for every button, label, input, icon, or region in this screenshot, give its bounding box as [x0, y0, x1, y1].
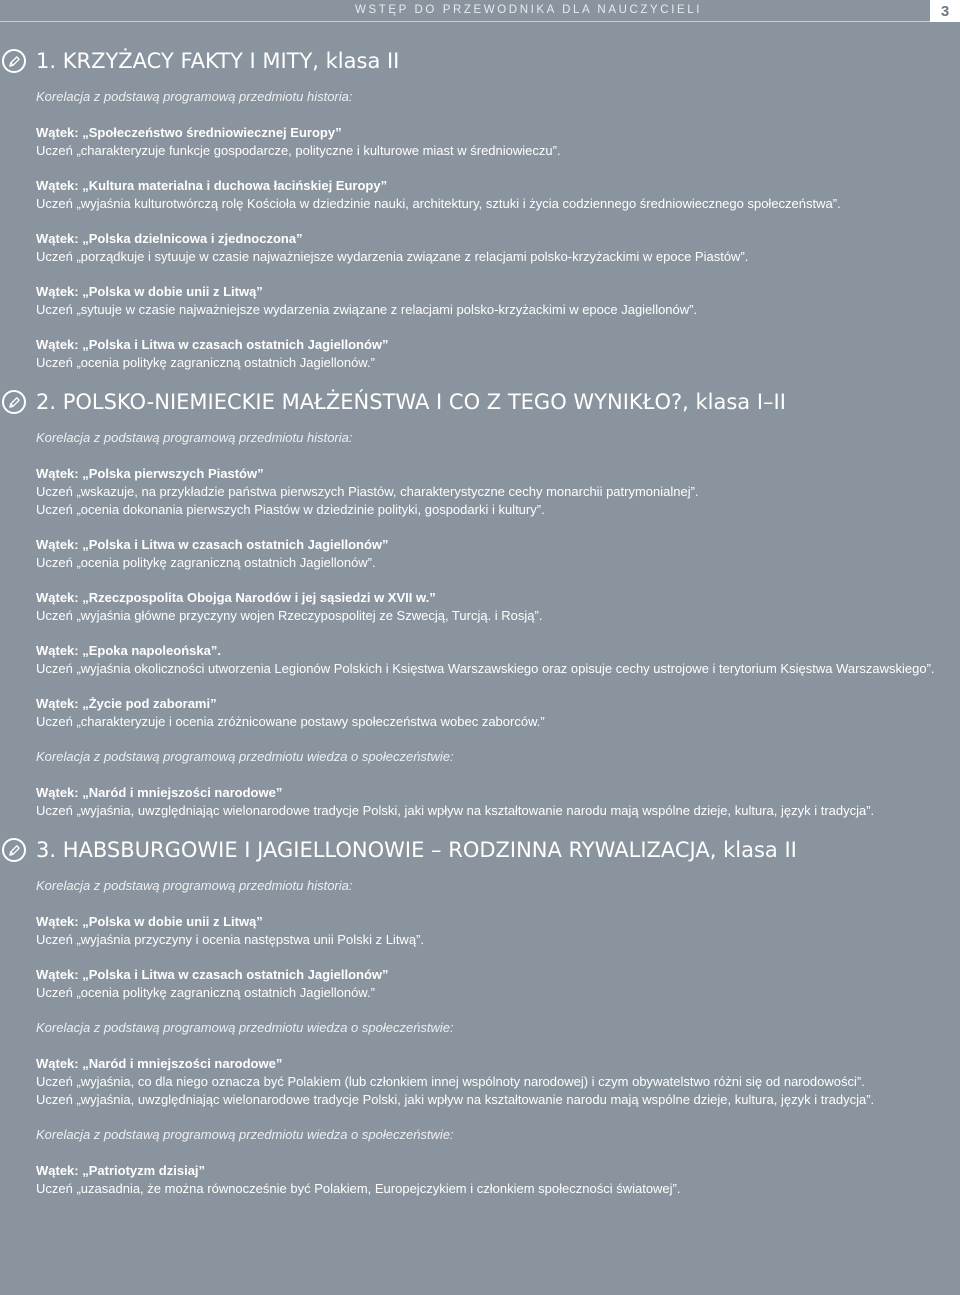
- topic-block: [36, 124, 936, 160]
- learning-outcome: Uczeń „uzasadnia, że można równocześnie być Polakiem, Europejczykiem i członkiem społeczności światowej”.: [36, 1181, 681, 1196]
- topic-block: [36, 465, 936, 519]
- curriculum-correlation: Korelacja z podstawą programową przedmiotu wiedza o społeczeństwie:: [36, 749, 454, 764]
- learning-outcome: Uczeń „sytuuje w czasie najważniejsze wydarzenia związane z relacjami polsko-krzyżackimi w epoce Jagiellonów”.: [36, 302, 698, 317]
- section-title: 1. KRZYŻACY FAKTY I MITY, klasa II: [36, 49, 400, 73]
- learning-outcome: Uczeń „wyjaśnia, uwzględniając wielonarodowe tradycje Polski, jaki wpływ na kształtowanie narodu mają wspólne dzieje, kultura, język i tradycja”.: [36, 1092, 875, 1107]
- topic-title: Wątek: „Naród i mniejszości narodowe”: [36, 785, 283, 800]
- topic-block: [36, 642, 936, 678]
- topic-block: [36, 913, 936, 949]
- topic-block: [36, 589, 936, 625]
- topic-title: Wątek: „Polska i Litwa w czasach ostatnich Jagiellonów”: [36, 337, 389, 352]
- topic-title: Wątek: „Naród i mniejszości narodowe”: [36, 1056, 283, 1071]
- section-1: [36, 48, 936, 372]
- learning-outcome: Uczeń „wyjaśnia, co dla niego oznacza być Polakiem (lub członkiem innej wspólnoty narodowej) i czym obywatelstwo różni się od narodowości”.: [36, 1074, 865, 1089]
- topic-title: Wątek: „Polska dzielnicowa i zjednoczona”: [36, 231, 303, 246]
- topic-block: [36, 1055, 936, 1109]
- topic-title: Wątek: „Życie pod zaborami”: [36, 696, 217, 711]
- topic-title: Wątek: „Kultura materialna i duchowa łacińskiej Europy”: [36, 178, 388, 193]
- topic-block: [36, 966, 936, 1002]
- topic-block: [36, 336, 936, 372]
- section-3: [36, 837, 936, 1198]
- learning-outcome: Uczeń „wskazuje, na przykładzie państwa pierwszych Piastów, charakterystyczne cechy monarchii patrymonialnej”.: [36, 484, 699, 499]
- topic-block: [36, 230, 936, 266]
- pencil-icon: [2, 390, 26, 414]
- running-header: WSTĘP DO PRZEWODNIKA DLA NAUCZYCIELI: [355, 4, 703, 16]
- topic-block: [36, 177, 936, 213]
- topic-block: [36, 695, 936, 731]
- learning-outcome: Uczeń „ocenia politykę zagraniczną ostatnich Jagiellonów.”: [36, 985, 375, 1000]
- topic-block: [36, 536, 936, 572]
- section-title: 2. POLSKO-NIEMIECKIE MAŁŻEŃSTWA I CO Z TEGO WYNIKŁO?, klasa I–II: [36, 390, 786, 414]
- topic-title: Wątek: „Polska w dobie unii z Litwą”: [36, 914, 263, 929]
- pencil-icon: [2, 49, 26, 73]
- curriculum-correlation: Korelacja z podstawą programową przedmiotu wiedza o społeczeństwie:: [36, 1020, 454, 1035]
- section-2: [36, 389, 936, 820]
- learning-outcome: Uczeń „charakteryzuje i ocenia zróżnicowane postawy społeczeństwa wobec zaborców.”: [36, 714, 545, 729]
- topic-title: Wątek: „Społeczeństwo średniowiecznej Europy”: [36, 125, 342, 140]
- document-body: [36, 48, 936, 1215]
- section-title: 3. HABSBURGOWIE I JAGIELLONOWIE – RODZINNA RYWALIZACJA, klasa II: [36, 838, 797, 862]
- topic-title: Wątek: „Patriotyzm dzisiaj”: [36, 1163, 206, 1178]
- learning-outcome: Uczeń „charakteryzuje funkcje gospodarcze, polityczne i kulturowe miast w średniowieczu”.: [36, 143, 561, 158]
- curriculum-correlation: Korelacja z podstawą programową przedmiotu historia:: [36, 430, 353, 445]
- topic-block: [36, 784, 936, 820]
- learning-outcome: Uczeń „ocenia politykę zagraniczną ostatnich Jagiellonów”.: [36, 555, 376, 570]
- topic-title: Wątek: „Polska pierwszych Piastów”: [36, 466, 264, 481]
- pencil-icon: [2, 838, 26, 862]
- topic-title: Wątek: „Polska i Litwa w czasach ostatnich Jagiellonów”: [36, 537, 389, 552]
- topic-title: Wątek: „Polska w dobie unii z Litwą”: [36, 284, 263, 299]
- learning-outcome: Uczeń „ocenia dokonania pierwszych Piastów w dziedzinie polityki, gospodarki i kultury”.: [36, 502, 545, 517]
- page-number: 3: [930, 0, 960, 22]
- header-divider: [0, 21, 930, 22]
- learning-outcome: Uczeń „wyjaśnia przyczyny i ocenia następstwa unii Polski z Litwą”.: [36, 932, 424, 947]
- curriculum-correlation: Korelacja z podstawą programową przedmiotu historia:: [36, 89, 353, 104]
- topic-title: Wątek: „Polska i Litwa w czasach ostatnich Jagiellonów”: [36, 967, 389, 982]
- learning-outcome: Uczeń „wyjaśnia główne przyczyny wojen Rzeczypospolitej ze Szwecją, Turcją. i Rosją”.: [36, 608, 543, 623]
- topic-block: [36, 1162, 936, 1198]
- curriculum-correlation: Korelacja z podstawą programową przedmiotu wiedza o społeczeństwie:: [36, 1127, 454, 1142]
- learning-outcome: Uczeń „wyjaśnia okoliczności utworzenia Legionów Polskich i Księstwa Warszawskiego oraz opisuje cechy ustrojowe i terytorium Księstwa Warszawskiego”.: [36, 661, 935, 676]
- topic-title: Wątek: „Rzeczpospolita Obojga Narodów i jej sąsiedzi w XVII w.”: [36, 590, 436, 605]
- topic-block: [36, 283, 936, 319]
- learning-outcome: Uczeń „ocenia politykę zagraniczną ostatnich Jagiellonów.”: [36, 355, 375, 370]
- curriculum-correlation: Korelacja z podstawą programową przedmiotu historia:: [36, 878, 353, 893]
- learning-outcome: Uczeń „wyjaśnia, uwzględniając wielonarodowe tradycje Polski, jaki wpływ na kształtowanie narodu mają wspólne dzieje, kultura, język i tradycja”.: [36, 803, 875, 818]
- learning-outcome: Uczeń „wyjaśnia kulturotwórczą rolę Kościoła w dziedzinie nauki, architektury, sztuki i życia codziennego średniowiecznego społeczeństwa”.: [36, 196, 841, 211]
- learning-outcome: Uczeń „porządkuje i sytuuje w czasie najważniejsze wydarzenia związane z relacjami polsko-krzyżackimi w epoce Piastów”.: [36, 249, 749, 264]
- topic-title: Wątek: „Epoka napoleońska”.: [36, 643, 221, 658]
